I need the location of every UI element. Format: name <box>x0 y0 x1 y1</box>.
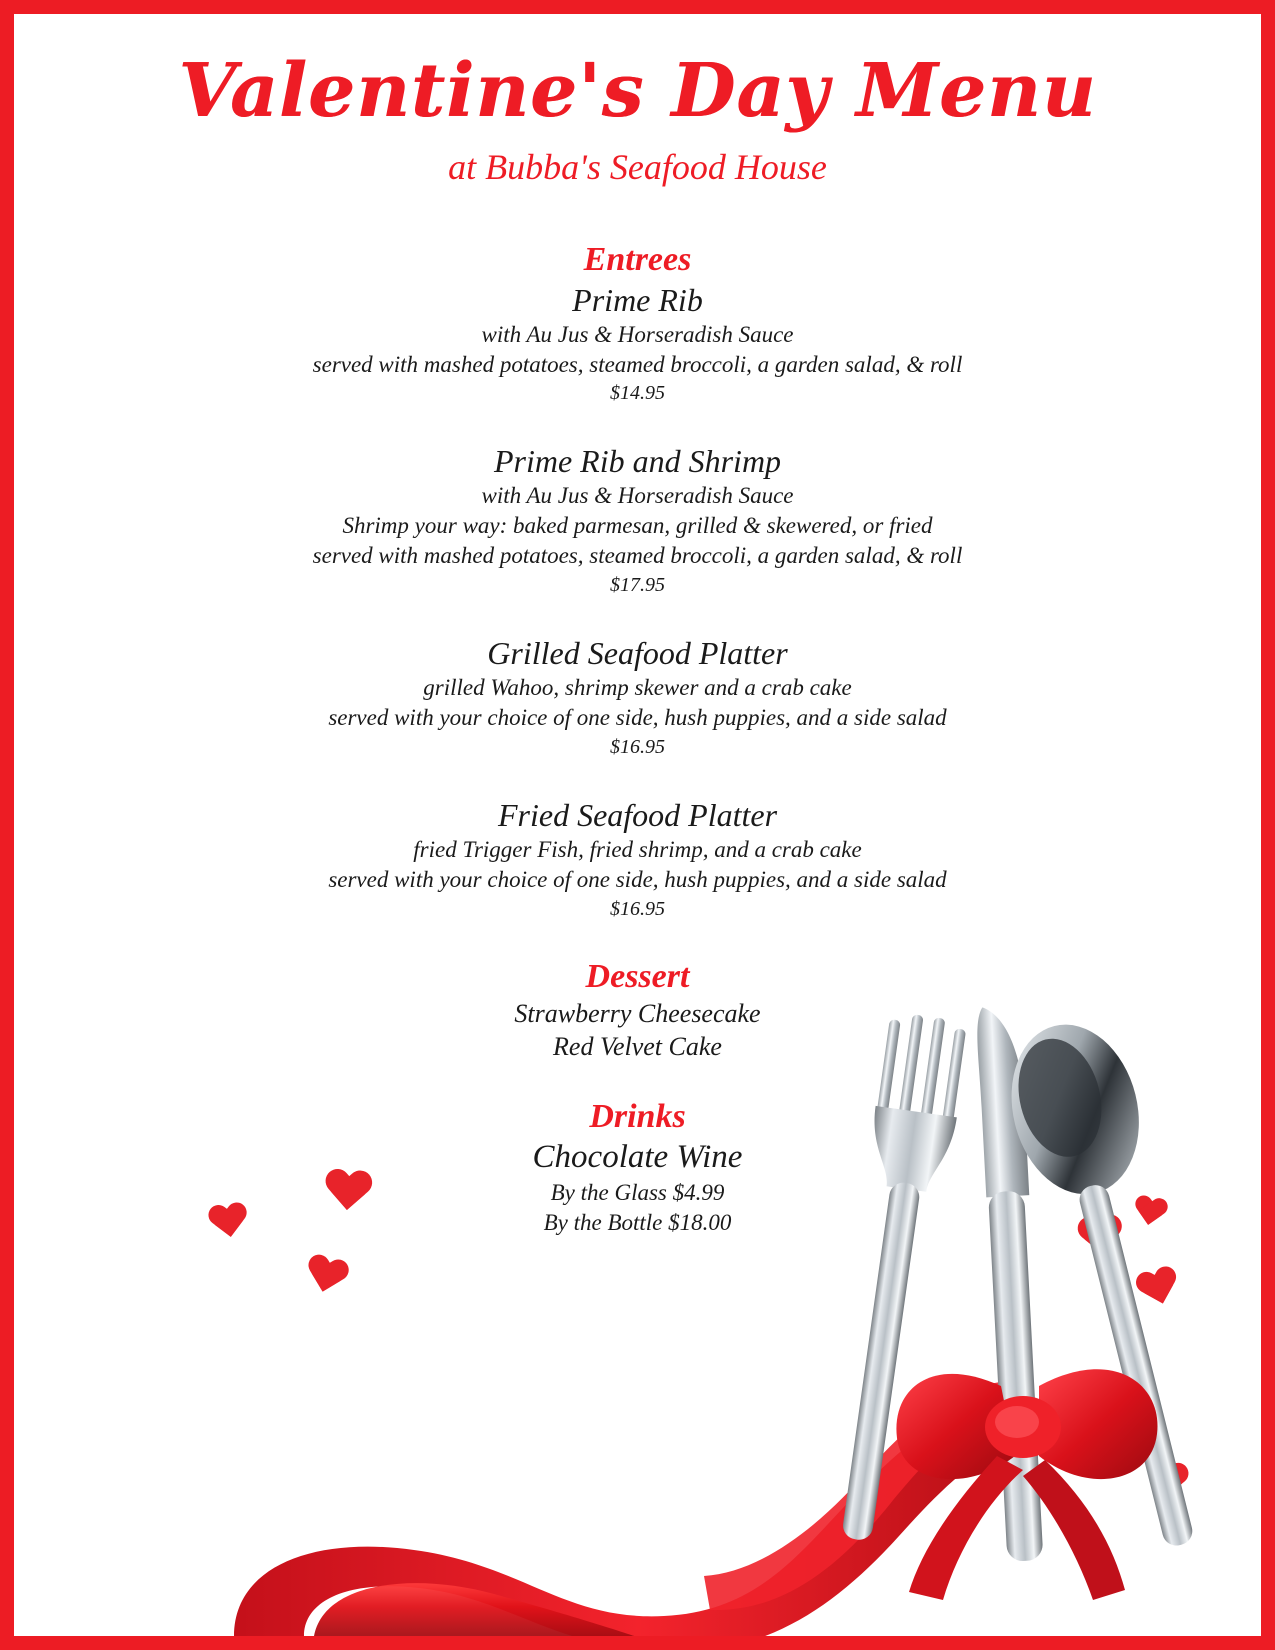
menu-item-desc: served with your choice of one side, hush puppies, and a side salad <box>328 866 947 892</box>
menu-item <box>14 796 1261 924</box>
menu-item-desc: with Au Jus & Horseradish Sauce <box>481 483 794 509</box>
dessert-item: Strawberry Cheesecake <box>514 999 761 1029</box>
drink-name: Chocolate Wine <box>532 1139 743 1176</box>
menu-item-desc: served with mashed potatoes, steamed broccoli, a garden salad, & roll <box>312 351 963 377</box>
menu-sheet <box>14 14 1261 1636</box>
heart-icon <box>301 1253 352 1304</box>
menu-item-name: Fried Seafood Platter <box>497 796 778 833</box>
section-heading-dessert: Dessert <box>585 957 690 995</box>
dessert-section <box>14 958 1261 1064</box>
drink-price-bottle: By the Bottle $18.00 <box>543 1210 732 1236</box>
menu-item-price: $16.95 <box>610 897 665 920</box>
menu-item <box>14 281 1261 409</box>
page-title: Valentine's Day Menu <box>178 48 1097 134</box>
menu-content <box>14 48 1261 1238</box>
menu-item-desc: with Au Jus & Horseradish Sauce <box>481 321 794 347</box>
heart-icon <box>1144 1460 1190 1506</box>
section-heading-entrees: Entrees <box>583 241 692 279</box>
menu-item-desc: Shrimp your way: baked parmesan, grilled & skewered, or fried <box>342 513 933 539</box>
menu-item-desc: served with your choice of one side, hush puppies, and a side salad <box>328 705 947 731</box>
menu-item-price: $16.95 <box>610 735 665 758</box>
menu-item <box>14 442 1261 600</box>
section-heading-drinks: Drinks <box>589 1097 686 1135</box>
menu-item-desc: grilled Wahoo, shrimp skewer and a crab cake <box>423 675 852 701</box>
menu-item-name: Prime Rib <box>572 281 703 318</box>
drink-price-glass: By the Glass $4.99 <box>550 1180 725 1206</box>
drinks-section <box>14 1098 1261 1238</box>
page-subtitle: at Bubba's Seafood House <box>448 147 827 187</box>
menu-item <box>14 634 1261 762</box>
red-ribbon-icon <box>164 1336 1064 1636</box>
menu-item-price: $17.95 <box>610 574 665 597</box>
dessert-item: Red Velvet Cake <box>553 1032 722 1062</box>
menu-item-price: $14.95 <box>610 382 665 405</box>
menu-item-desc: fried Trigger Fish, fried shrimp, and a crab cake <box>413 836 862 862</box>
entrees-section <box>14 241 1261 924</box>
menu-item-desc: served with mashed potatoes, steamed broccoli, a garden salad, & roll <box>312 543 963 569</box>
menu-item-name: Grilled Seafood Platter <box>487 635 788 672</box>
menu-item-name: Prime Rib and Shrimp <box>493 443 782 480</box>
heart-icon <box>1133 1264 1185 1316</box>
